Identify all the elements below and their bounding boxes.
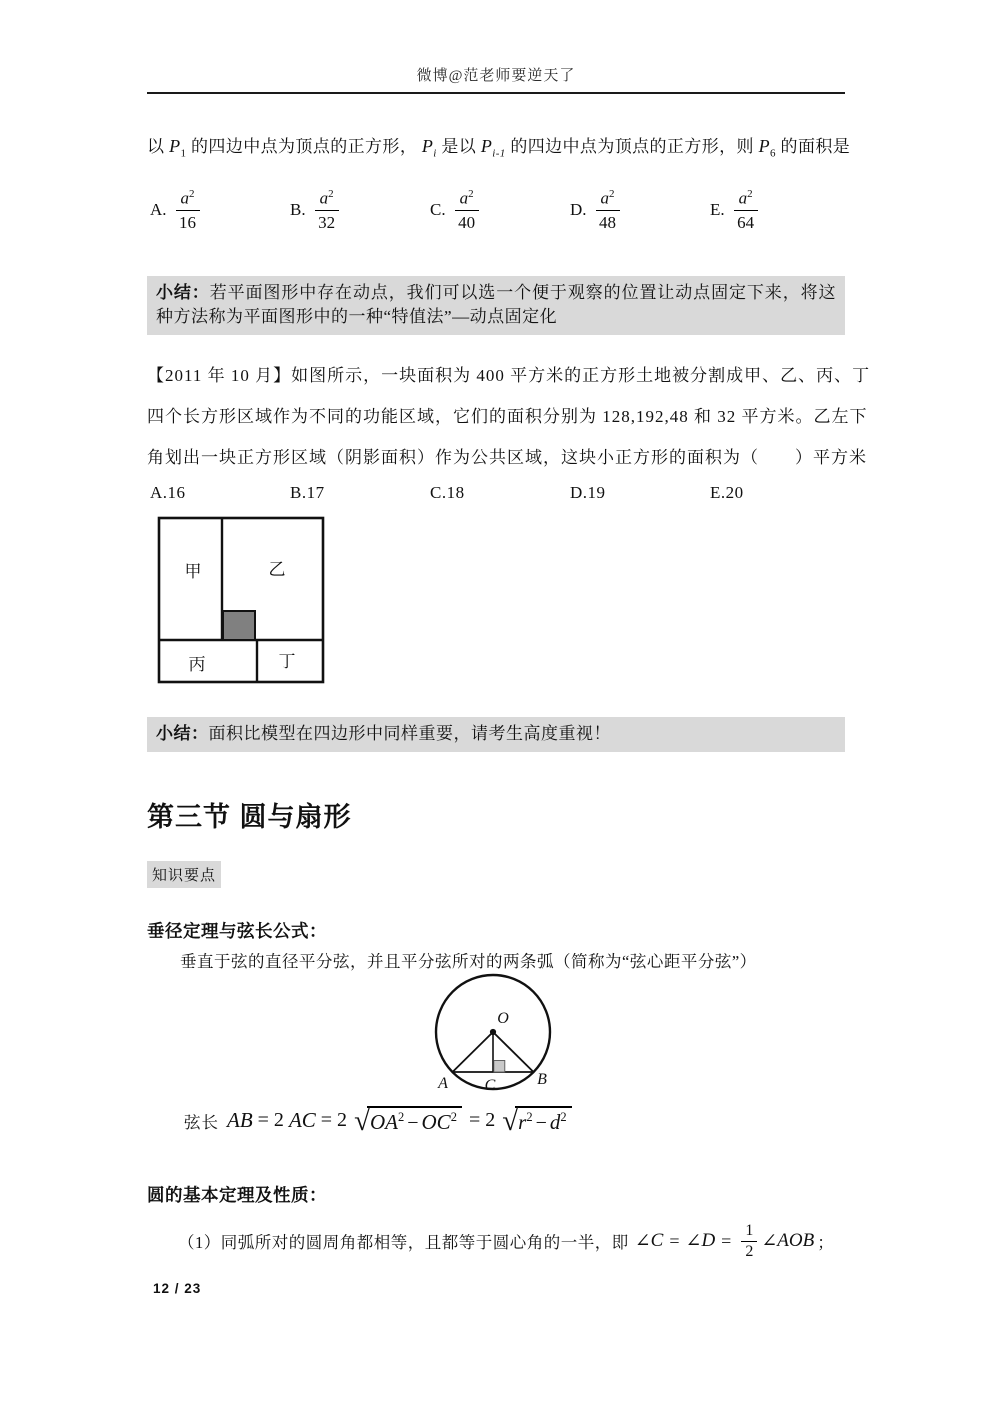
shaded-small-square <box>223 611 255 640</box>
fraction <box>455 188 479 233</box>
fraction-one-half <box>741 1222 757 1260</box>
problem2-line-3: 角划出一块正方形区域（阴影面积）作为公共区域，这块小正方形的面积为（ ）平方米 <box>147 448 867 467</box>
fraction-numerator: 1 <box>741 1222 757 1242</box>
option-label: E. <box>710 200 725 220</box>
problem1-statement <box>147 132 867 159</box>
summary-text: 若平面图形中存在动点，我们可以选一个便于观察的位置让动点固定下来，将这种方法称为平面图形中的一种“特值法”—动点固定化 <box>156 283 837 326</box>
center-point <box>490 1029 496 1035</box>
section-title: 第三节 圆与扇形 <box>147 802 352 832</box>
angle-symbol: ∠ <box>761 1230 778 1252</box>
point-label-o: O <box>497 1010 509 1027</box>
fraction-numerator: $a^2$ <box>596 188 620 211</box>
option-a <box>150 188 200 233</box>
radical-sign: √ <box>354 1105 370 1137</box>
outer-square <box>159 518 323 682</box>
fraction-denominator: 48 <box>599 213 617 233</box>
fraction-denominator: 16 <box>179 213 197 233</box>
fraction-numerator: $a^2$ <box>176 188 200 211</box>
math-ac: AC <box>288 1108 316 1132</box>
math-var-p6: P <box>758 136 770 156</box>
radical-sign: √ <box>502 1105 519 1137</box>
math-var-d: D <box>701 1230 716 1251</box>
math-var-aob: AOB <box>777 1230 815 1251</box>
math-var-pi: P <box>421 136 434 156</box>
option-c: C.18 <box>430 483 465 502</box>
summary-text: 面积比模型在四边形中同样重要，请考生高度重视！ <box>208 724 611 743</box>
option-c <box>430 188 479 233</box>
math-op: = 2 <box>257 1109 284 1131</box>
equals: = <box>669 1230 680 1251</box>
problem2-line-1: 【2011 年 10 月】如图所示，一块面积为 400 平方米的正方形土地被分割成甲、乙、丙、丁 <box>147 366 871 385</box>
fraction <box>734 188 758 233</box>
problem1-options-row <box>0 188 992 246</box>
formula-label: 弦长 <box>184 1112 219 1132</box>
point-label-a: A <box>438 1075 448 1092</box>
option-d: D.19 <box>570 483 606 502</box>
option-label: A. <box>150 200 167 220</box>
fraction <box>596 188 620 233</box>
problem2-options-row <box>0 483 992 507</box>
region-label-ding: 丁 <box>278 652 296 671</box>
math-sub-i-1: i-1 <box>492 147 506 160</box>
summary-tag: 小结： <box>156 283 210 302</box>
region-label-yi: 乙 <box>268 560 286 579</box>
math-sub-6: 6 <box>770 147 776 160</box>
math-var-c: C <box>650 1230 664 1251</box>
point-label-b: B <box>537 1071 547 1088</box>
punctuation: ； <box>817 1233 834 1252</box>
summary-box-2 <box>147 717 845 752</box>
option-b <box>290 188 339 233</box>
angle-symbol: ∠ <box>685 1230 702 1252</box>
radius-oa <box>453 1032 494 1072</box>
radical-2 <box>502 1106 571 1135</box>
circle-figure <box>420 971 572 1097</box>
fraction-numerator: $a^2$ <box>315 188 339 211</box>
fraction-denominator: 32 <box>318 213 336 233</box>
math-ab: AB <box>227 1108 253 1132</box>
math-op: = 2 <box>468 1109 496 1131</box>
circle-theorems-heading: 圆的基本定理及性质： <box>147 1185 327 1205</box>
summary-tag: 小结： <box>156 724 209 743</box>
option-d <box>570 188 620 233</box>
point-label-c: C <box>484 1077 496 1094</box>
theorem-item-1 <box>178 1214 834 1268</box>
fraction <box>176 188 200 233</box>
region-label-jia: 甲 <box>184 562 202 581</box>
knowledge-points-badge: 知识要点 <box>147 861 221 888</box>
page-number: 12 / 23 <box>153 1281 202 1296</box>
option-b: B.17 <box>290 483 325 502</box>
option-label: B. <box>290 200 306 220</box>
option-label: D. <box>570 200 587 220</box>
equals: = <box>721 1230 732 1251</box>
fraction-denominator: 64 <box>737 213 755 233</box>
stem-seg: 的四边中点为顶点的正方形，则 <box>505 137 759 156</box>
region-label-bing: 丙 <box>188 655 206 674</box>
option-e <box>710 188 758 233</box>
stem-seg: 的四边中点为顶点的正方形， <box>186 137 422 156</box>
fraction <box>315 188 339 233</box>
radical-body: $r^2 - d^2$ <box>515 1106 571 1135</box>
radical-body: $OA^2 - OC^2$ <box>367 1106 462 1135</box>
theorem-text: （1）同弧所对的圆周角都相等，且都等于圆心角的一半，即 <box>178 1233 629 1252</box>
math-var-p1: P <box>169 136 181 156</box>
right-angle-mark <box>494 1061 505 1073</box>
option-label: C. <box>430 200 446 220</box>
stem-seg: 是以 <box>436 137 481 156</box>
header-rule <box>147 92 845 94</box>
stem-seg: 的面积是 <box>775 137 851 156</box>
summary-box-1 <box>147 276 845 335</box>
option-a: A.16 <box>150 483 186 502</box>
angle-symbol: ∠ <box>634 1230 651 1252</box>
watermark-text: 微博@范老师要逆天了 <box>416 68 576 84</box>
fraction-numerator: $a^2$ <box>734 188 758 211</box>
figure-square-diagram <box>155 514 330 689</box>
chord-formula <box>184 1106 574 1135</box>
math-op: = 2 <box>320 1109 348 1131</box>
fraction-numerator: $a^2$ <box>455 188 479 211</box>
stem-seg: 以 <box>147 137 170 156</box>
option-e: E.20 <box>710 483 744 502</box>
math-sub-1: 1 <box>180 147 187 160</box>
chord-theorem-heading: 垂径定理与弦长公式： <box>147 921 327 941</box>
fraction-denominator: 2 <box>745 1242 754 1260</box>
problem2-line-2: 四个长方形区域作为不同的功能区域，它们的面积分别为 128,192,48 和 32 平方米。乙左下 <box>147 407 868 426</box>
fraction-denominator: 40 <box>458 213 476 233</box>
radical-1 <box>354 1106 462 1135</box>
math-var-pi-1: P <box>480 136 493 156</box>
math-sub-i: i <box>433 147 437 160</box>
chord-theorem-body: 垂直于弦的直径平分弦，并且平分弦所对的两条弧（简称为“弦心距平分弦”） <box>180 952 757 971</box>
